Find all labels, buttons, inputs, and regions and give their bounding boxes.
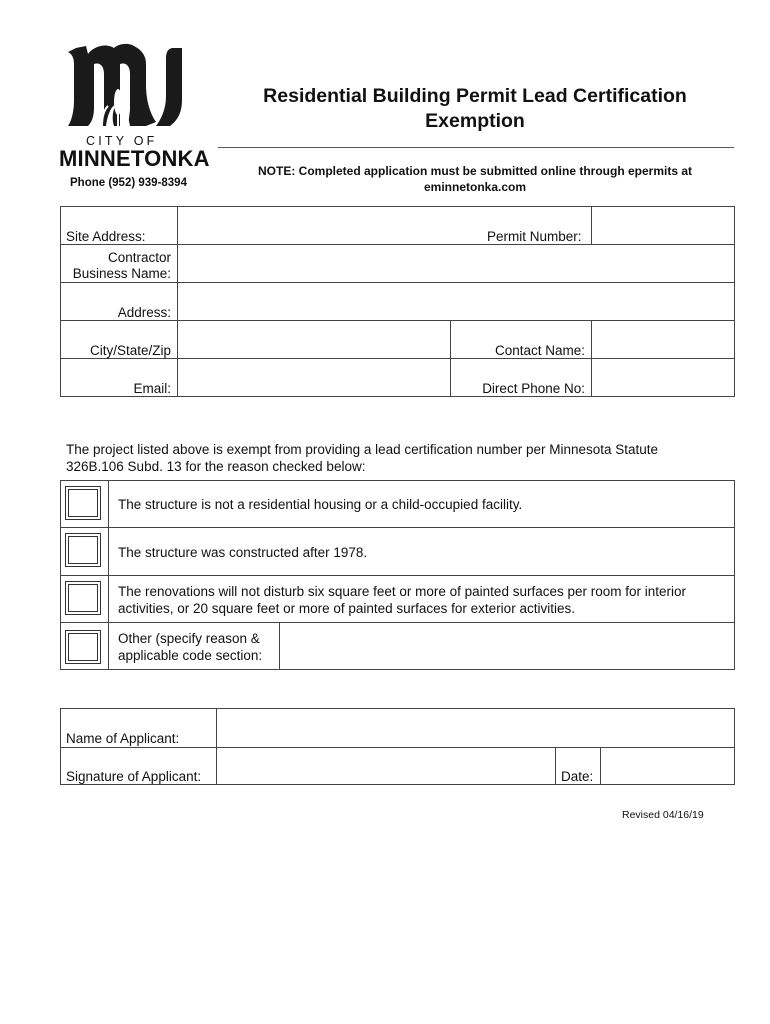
exemption-checkbox-other[interactable]	[65, 630, 101, 664]
options-divider	[279, 622, 280, 670]
contractor-label-line-1: Contractor	[107, 250, 171, 265]
note-line-2: eminnetonka.com	[423, 179, 527, 194]
permit-number-input[interactable]	[593, 224, 733, 243]
option-non-residential: The structure is not a residential housing or a child-occupied facility.	[118, 497, 523, 512]
date-label: Date:	[561, 769, 594, 784]
email-label: Email:	[133, 381, 171, 396]
applicant-name-input[interactable]	[218, 724, 733, 745]
phone-number: Phone (952) 939-8394	[70, 177, 187, 189]
title-divider	[218, 147, 734, 148]
grid-divider	[591, 320, 592, 397]
logo-city-name: MINNETONKA	[59, 146, 210, 171]
options-divider	[60, 622, 735, 623]
email-input[interactable]	[179, 372, 449, 394]
grid-divider	[177, 206, 178, 397]
city-state-zip-input[interactable]	[179, 334, 449, 356]
date-input[interactable]	[602, 762, 733, 783]
options-divider	[60, 575, 735, 576]
exemption-checkbox-after-1978[interactable]	[65, 533, 101, 567]
option-minimal-disturbance-line-2: activities, or 20 square feet or more of painted surfaces for exterior activities.	[118, 601, 575, 616]
options-divider	[108, 480, 109, 670]
grid-divider	[450, 320, 451, 397]
logo-city-of: CITY OF	[86, 134, 158, 148]
grid-divider	[60, 244, 735, 245]
other-reason-input[interactable]	[281, 626, 733, 668]
grid-divider	[60, 282, 735, 283]
note-line-1: NOTE: Completed application must be submitted online through epermits at	[257, 164, 693, 178]
contact-name-label: Contact Name:	[494, 343, 585, 358]
exemption-checkbox-non-residential[interactable]	[65, 486, 101, 520]
applicant-divider	[555, 747, 556, 785]
contractor-business-name-label	[62, 250, 171, 282]
applicant-divider	[216, 708, 217, 785]
applicant-divider	[60, 747, 735, 748]
address-label: Address:	[117, 305, 171, 320]
option-other-line-1: Other (specify reason &	[118, 631, 260, 646]
option-other	[118, 630, 262, 664]
site-address-input[interactable]	[179, 224, 479, 243]
option-minimal-disturbance-line-1: The renovations will not disturb six square feet or more of painted surfaces per room for interior	[118, 584, 687, 599]
permit-number-label: Permit Number:	[487, 229, 582, 244]
contractor-label-line-2: Business Name:	[72, 266, 171, 281]
city-logo	[58, 38, 210, 173]
submission-note	[236, 164, 714, 195]
applicant-signature-input[interactable]	[218, 762, 554, 783]
address-input[interactable]	[179, 296, 733, 318]
statement-line-1: The project listed above is exempt from providing a lead certification number per Minnesota Statute	[66, 442, 659, 457]
applicant-signature-label: Signature of Applicant:	[66, 769, 202, 784]
revision-date: Revised 04/16/19	[622, 809, 704, 821]
city-state-zip-label: City/State/Zip	[89, 343, 171, 358]
direct-phone-label: Direct Phone No:	[482, 381, 585, 396]
statement-line-2: 326B.106 Subd. 13 for the reason checked below:	[66, 459, 366, 474]
option-after-1978: The structure was constructed after 1978.	[118, 545, 368, 560]
page-title	[230, 84, 720, 134]
applicant-divider	[600, 747, 601, 785]
direct-phone-input[interactable]	[593, 372, 733, 394]
grid-divider	[591, 206, 592, 244]
title-line-1: Residential Building Permit Lead Certification	[263, 85, 687, 107]
exemption-statement	[66, 441, 706, 475]
option-minimal-disturbance	[118, 583, 728, 617]
contractor-business-name-input[interactable]	[179, 256, 733, 280]
applicant-name-label: Name of Applicant:	[66, 731, 180, 746]
exemption-checkbox-minimal-disturbance[interactable]	[65, 581, 101, 615]
contact-name-input[interactable]	[593, 334, 733, 356]
site-address-label: Site Address:	[66, 229, 146, 244]
title-line-2: Exemption	[425, 110, 525, 132]
option-other-line-2: applicable code section:	[118, 648, 263, 663]
minnetonka-m-cattail-icon	[62, 40, 186, 134]
options-divider	[60, 527, 735, 528]
